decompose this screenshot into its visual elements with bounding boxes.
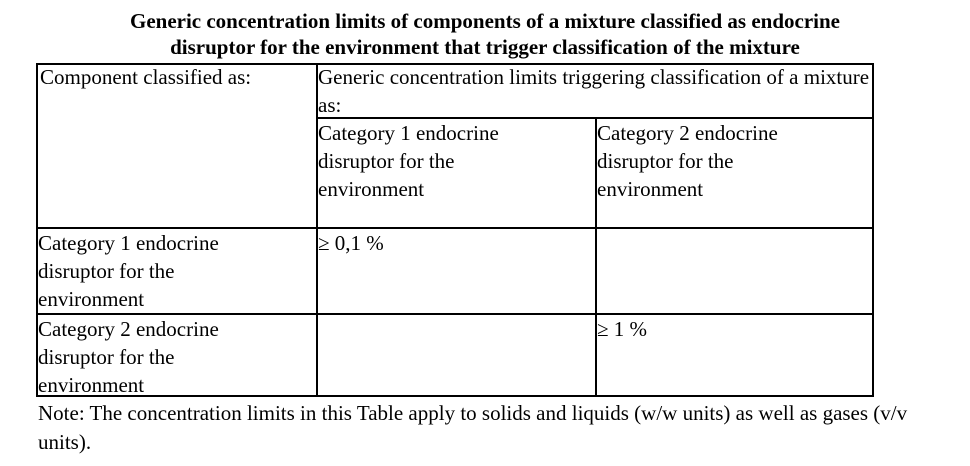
table-border-right xyxy=(872,63,874,397)
table-title-line-1: Generic concentration limits of components of a mixture classified as endocrine xyxy=(129,9,840,33)
row-2-component: Category 2 endocrine disruptor for the environment xyxy=(38,317,219,397)
row-2-category-2-limit: ≥ 1 % xyxy=(597,317,648,341)
header-component-classified: Component classified as: xyxy=(40,65,252,89)
table-title-line-2: disruptor for the environment that trigger classification of the mixture xyxy=(170,35,800,59)
row-1-component: Category 1 endocrine disruptor for the environment xyxy=(38,231,219,311)
row-1-category-1-limit: ≥ 0,1 % xyxy=(318,231,384,255)
subheader-category-1: Category 1 endocrine disruptor for the environment xyxy=(318,121,499,201)
header-generic-limits: Generic concentration limits triggering classification of a mixture as: xyxy=(318,65,870,117)
subheader-category-2: Category 2 endocrine disruptor for the environment xyxy=(597,121,778,201)
table-note: Note: The concentration limits in this Table apply to solids and liquids (w/w units) as well as gases (v/v units). xyxy=(38,401,908,454)
table-title xyxy=(0,8,970,60)
